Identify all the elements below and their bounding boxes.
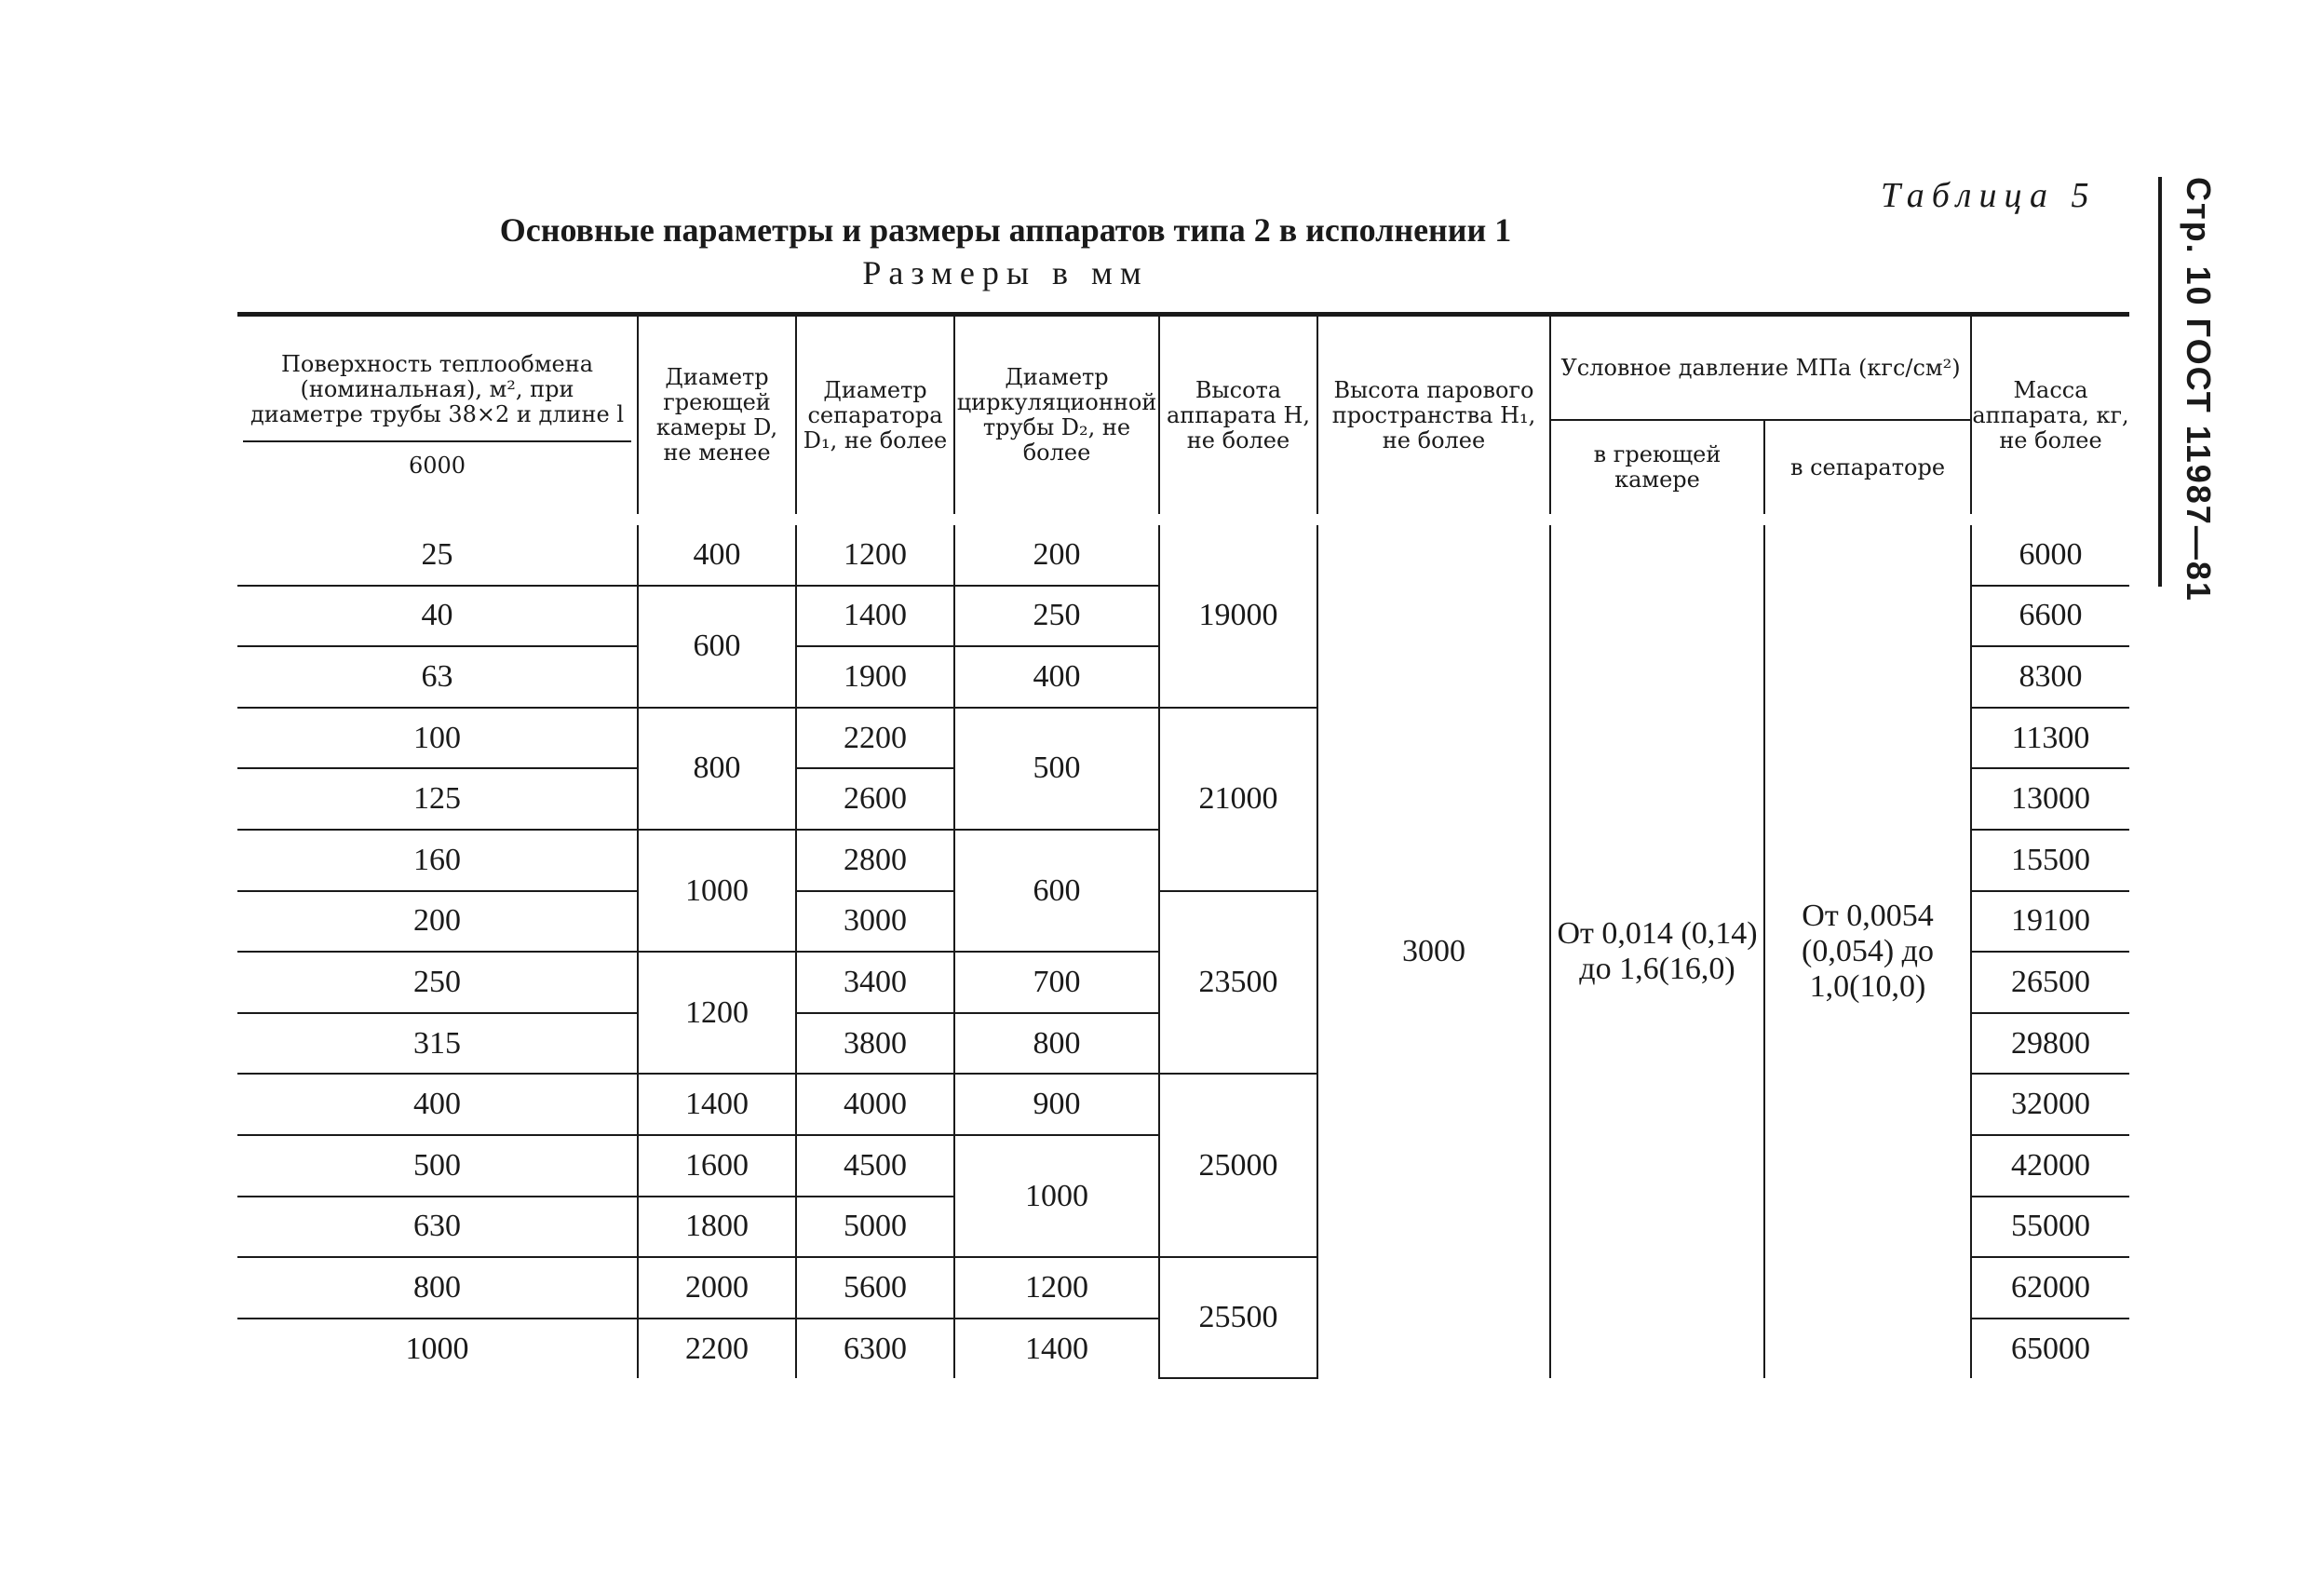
d-sep-cell: 1900 [796,646,954,708]
d-sep-cell: 2800 [796,830,954,891]
surface-cell: 160 [237,830,638,891]
surface-cell: 125 [237,768,638,830]
d-circ-cell: 500 [954,708,1159,830]
h-steam-cell: 3000 [1317,520,1550,1378]
d-circ-cell: 1200 [954,1257,1159,1319]
h-app-cell: 19000 [1159,520,1317,708]
surface-cell: 1000 [405,1331,469,1366]
d-sep-cell: 3000 [796,891,954,953]
d-sep-cell: 5600 [796,1257,954,1319]
d-heat-cell: 1600 [638,1135,796,1197]
surface-cell: 800 [237,1257,638,1319]
mass-cell: 13000 [1971,768,2129,830]
d-circ-cell: 700 [954,952,1159,1013]
parameters-table [237,312,2129,1379]
d-sep-cell: 2600 [796,768,954,830]
table-subtitle: Размеры в мм [862,254,1149,291]
surface-cell: 500 [237,1135,638,1197]
surface-cell: 40 [237,586,638,647]
surface-cell: 315 [237,1013,638,1075]
d-sep-cell: 4500 [796,1135,954,1197]
mass-cell: 8300 [1971,646,2129,708]
mass-cell: 26500 [1971,952,2129,1013]
surface-cell: 400 [237,1074,638,1135]
mass-cell: 62000 [1971,1257,2129,1319]
mass-cell: 65000 [1971,1319,2129,1379]
d-circ-cell: 250 [954,586,1159,647]
d-sep-cell: 1400 [796,586,954,647]
d-sep-cell: 4000 [796,1074,954,1135]
header-d-sep: Диаметр сепаратора D₁, не более [796,315,954,521]
d-sep-cell: 3400 [796,952,954,1013]
d-circ-cell: 600 [954,830,1159,952]
d-circ-cell: 400 [954,646,1159,708]
p-sep-cell: От 0,0054 (0,054) до 1,0(10,0) [1764,520,1971,1378]
header-h-app: Высота аппарата H, не более [1159,315,1317,521]
h-app-cell: 23500 [1159,891,1317,1075]
d-heat-cell: 1000 [638,830,796,952]
d-circ-cell: 200 [954,520,1159,586]
surface-cell: 25 [237,520,638,586]
header-h-steam: Высота парового пространства H₁, не более [1317,315,1550,521]
surface-cell: 63 [237,646,638,708]
d-sep-cell: 5000 [796,1197,954,1258]
mass-cell: 55000 [1971,1197,2129,1258]
table-number: Таблица 5 [1881,176,2097,215]
surface-cell: 100 [237,708,638,769]
d-circ-cell: 1000 [954,1135,1159,1257]
d-circ-cell: 800 [954,1013,1159,1075]
header-d-heat: Диаметр греющей камеры D, не менее [638,315,796,521]
header-pressure: Условное давление МПа (кгс/см²) [1550,315,1971,421]
h-app-cell: 21000 [1159,708,1317,891]
header-p-sep: в сепараторе [1764,420,1971,520]
d-heat-cell: 1200 [638,952,796,1074]
header-d-circ: Диаметр циркуляционной трубы D₂, не более [954,315,1159,521]
surface-cell: 630 [237,1197,638,1258]
mass-cell: 29800 [1971,1013,2129,1075]
h-app-cell: 25500 [1159,1257,1317,1378]
d-heat-cell: 2200 [638,1319,796,1379]
d-sep-cell: 3800 [796,1013,954,1075]
header-surface: Поверхность теплообмена (номинальная), м², при диаметре трубы 38×2 и длине l 6000 [237,315,638,521]
header-p-heat: в греющей камере [1550,420,1764,520]
surface-cell: 200 [237,891,638,953]
p-heat-cell: От 0,014 (0,14) до 1,6(16,0) [1550,520,1764,1378]
d-sep-cell: 6300 [796,1319,954,1379]
d-heat-cell: 1800 [638,1197,796,1258]
d-heat-cell: 2000 [638,1257,796,1319]
mass-cell: 6600 [1971,586,2129,647]
d-heat-cell: 400 [638,520,796,586]
header-surface-length: 6000 [243,440,631,479]
d-circ-cell: 900 [954,1074,1159,1135]
mass-cell: 15500 [1971,830,2129,891]
d-sep-cell: 1200 [796,520,954,586]
mass-cell: 11300 [1971,708,2129,769]
table-title: Основные параметры и размеры аппаратов типа 2 в исполнении 1 [499,211,1512,249]
surface-cell: 250 [237,952,638,1013]
mass-cell: 6000 [1971,520,2129,586]
mass-cell: 42000 [1971,1135,2129,1197]
h-app-cell: 25000 [1159,1074,1317,1257]
d-circ-cell: 1400 [954,1319,1159,1379]
page-reference: Стр. 10 ГОСТ 11987—81 [2180,177,2218,602]
d-sep-cell: 2200 [796,708,954,769]
mass-cell: 19100 [1971,891,2129,953]
mass-cell: 32000 [1971,1074,2129,1135]
d-heat-cell: 1400 [638,1074,796,1135]
d-heat-cell: 600 [638,586,796,708]
d-heat-cell: 800 [638,708,796,830]
header-mass: Масса аппарата, кг, не более [1971,315,2129,521]
